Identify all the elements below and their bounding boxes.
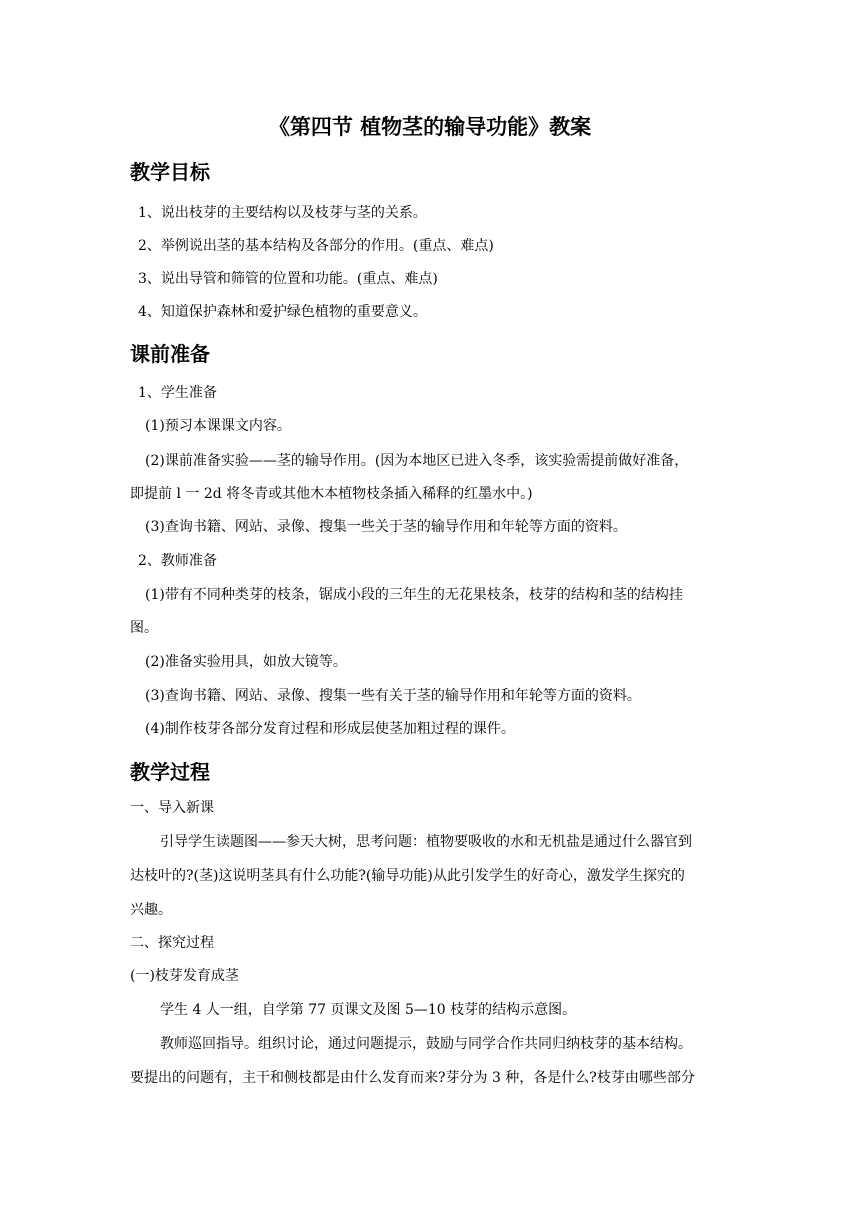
student-prep-item: (2)课前准备实验——茎的输导作用。(因为本地区已进入冬季，该实验需提前做好准备， — [145, 453, 689, 469]
student-prep-item: (3)查询书籍、网站、录像、搜集一些关于茎的输导作用和年轮等方面的资料。 — [145, 519, 627, 535]
document-title: 《第四节 植物茎的输导功能》教案 — [268, 115, 592, 139]
process-paragraph: 教师巡回指导。组织讨论，通过问题提示，鼓励与同学合作共同归纳枝芽的基本结构。 — [160, 1036, 692, 1052]
goal-item-2: 2、举例说出茎的基本结构及各部分的作用。(重点、难点) — [138, 238, 494, 254]
process-paragraph: 引导学生读题图——参天大树，思考问题：植物要吸收的水和无机盐是通过什么器官到 — [160, 834, 692, 850]
process-paragraph-cont: 要提出的问题有，主干和侧枝都是由什么发育而来?芽分为 3 种，各是什么?枝芽由哪些部分 — [130, 1070, 695, 1086]
section-heading-goals: 教学目标 — [130, 160, 210, 184]
teacher-prep-item: (2)准备实验用具，如放大镜等。 — [145, 654, 347, 670]
section-heading-prep: 课前准备 — [130, 342, 210, 366]
goal-item-1: 1、说出枝芽的主要结构以及枝芽与茎的关系。 — [138, 205, 427, 221]
process-paragraph: 学生 4 人一组，自学第 77 页课文及图 5—10 枝芽的结构示意图。 — [160, 1002, 577, 1018]
student-prep-item-cont: 即提前 l 一 2d 将冬青或其他木本植物枝条插入稀释的红墨水中。) — [130, 486, 533, 502]
student-prep-item: (1)预习本课课文内容。 — [145, 418, 291, 434]
process-part-title: 二、探究过程 — [130, 935, 214, 951]
section-heading-process: 教学过程 — [130, 760, 210, 784]
teacher-prep-title: 2、教师准备 — [138, 553, 217, 569]
process-paragraph-cont: 达枝叶的?(茎)这说明茎具有什么功能?(输导功能)从此引发学生的好奇心，激发学生探究的 — [130, 868, 685, 884]
goal-item-3: 3、说出导管和筛管的位置和功能。(重点、难点) — [138, 271, 438, 287]
student-prep-title: 1、学生准备 — [138, 385, 217, 401]
teacher-prep-item: (4)制作枝芽各部分发育过程和形成层使茎加粗过程的课件。 — [145, 721, 515, 737]
process-subsection-title: (一)枝芽发育成茎 — [130, 968, 239, 984]
teacher-prep-item: (3)查询书籍、网站、录像、搜集一些有关于茎的输导作用和年轮等方面的资料。 — [145, 688, 641, 704]
process-paragraph-cont: 兴趣。 — [130, 902, 172, 918]
teacher-prep-item: (1)带有不同种类芽的枝条，锯成小段的三年生的无花果枝条，枝芽的结构和茎的结构挂 — [145, 587, 683, 603]
goal-item-4: 4、知道保护森林和爱护绿色植物的重要意义。 — [138, 304, 427, 320]
process-part-title: 一、导入新课 — [130, 800, 214, 816]
teacher-prep-item-cont: 图。 — [130, 620, 158, 636]
